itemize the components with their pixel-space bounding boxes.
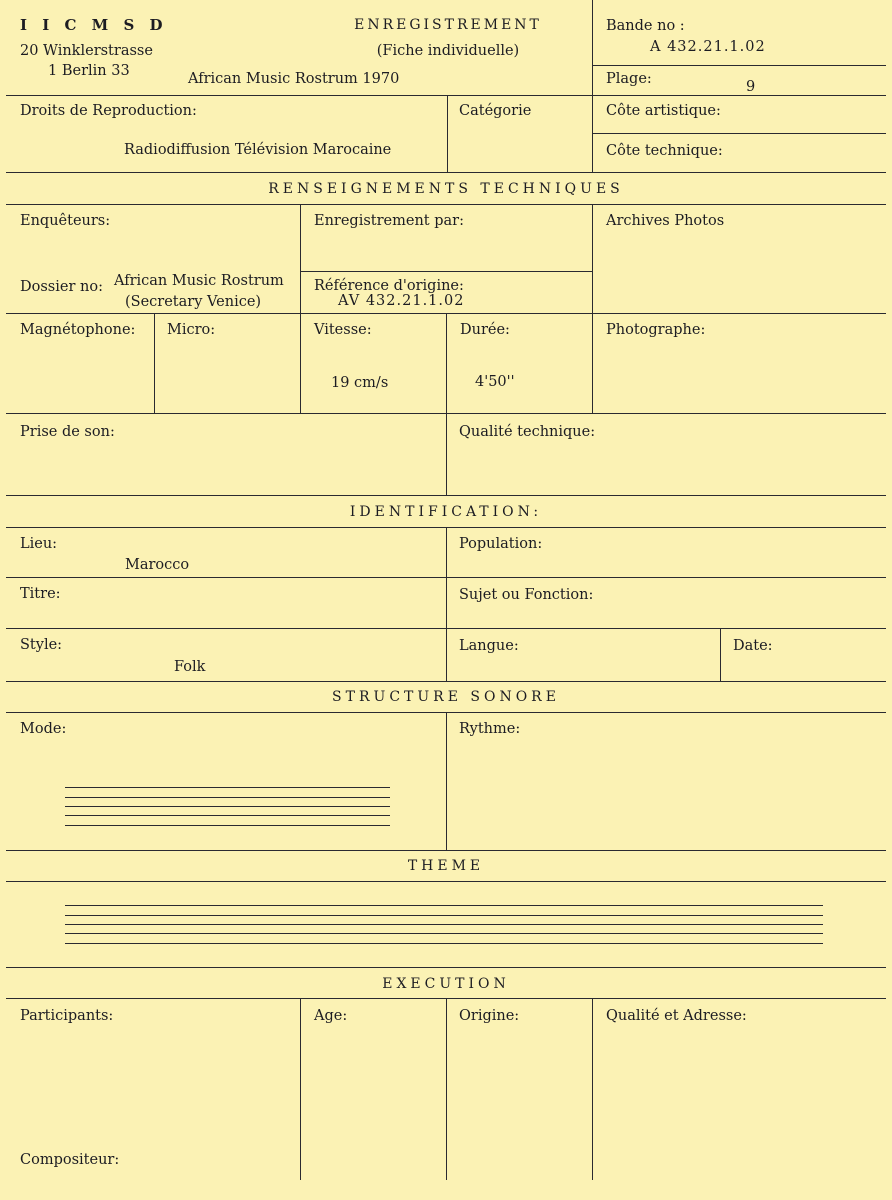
vitesse-label: Vitesse: bbox=[314, 322, 372, 338]
bande-label: Bande no : bbox=[606, 18, 685, 34]
rule bbox=[592, 998, 593, 1180]
plage-value: 9 bbox=[746, 79, 756, 95]
rule bbox=[6, 495, 886, 496]
form-title: ENREGISTREMENT bbox=[354, 17, 542, 33]
rythme-label: Rythme: bbox=[459, 721, 521, 737]
population-label: Population: bbox=[459, 536, 543, 552]
cote-technique-label: Côte technique: bbox=[606, 143, 723, 159]
form-subtitle: (Fiche individuelle) bbox=[376, 43, 520, 59]
address-line-2: 1 Berlin 33 bbox=[48, 63, 130, 79]
mode-staff-line bbox=[65, 806, 390, 807]
section-heading-technique: RENSEIGNEMENTS TECHNIQUES bbox=[268, 181, 624, 197]
rule bbox=[446, 712, 447, 850]
rule bbox=[6, 967, 886, 968]
mode-staff-line bbox=[65, 815, 390, 816]
reference-value: AV 432.21.1.02 bbox=[338, 293, 465, 309]
categorie-label: Catégorie bbox=[459, 103, 532, 119]
rule bbox=[447, 95, 448, 172]
organization-logo: I I C M S D bbox=[20, 16, 168, 34]
rule bbox=[6, 95, 886, 96]
rule bbox=[6, 172, 886, 173]
rule bbox=[446, 527, 447, 681]
droits-value: Radiodiffusion Télévision Marocaine bbox=[124, 142, 392, 158]
sujet-fonction-label: Sujet ou Fonction: bbox=[459, 587, 594, 603]
rule bbox=[300, 204, 301, 413]
mode-staff-line bbox=[65, 825, 390, 826]
mode-label: Mode: bbox=[20, 721, 67, 737]
style-value: Folk bbox=[174, 659, 206, 675]
compositeur-label: Compositeur: bbox=[20, 1152, 120, 1168]
rule bbox=[592, 133, 886, 134]
mode-staff-line bbox=[65, 787, 390, 788]
rule bbox=[300, 998, 301, 1180]
rule bbox=[446, 998, 447, 1180]
origine-label: Origine: bbox=[459, 1008, 520, 1024]
droits-label: Droits de Reproduction: bbox=[20, 103, 197, 119]
rule bbox=[6, 204, 886, 205]
rule bbox=[446, 313, 447, 413]
participants-label: Participants: bbox=[20, 1008, 114, 1024]
theme-staff-line bbox=[65, 943, 823, 944]
section-heading-identification: IDENTIFICATION: bbox=[349, 504, 543, 520]
duree-value: 4'50'' bbox=[475, 374, 515, 390]
age-label: Age: bbox=[314, 1008, 348, 1024]
rule bbox=[592, 65, 886, 66]
date-label: Date: bbox=[733, 638, 773, 654]
qualite-technique-label: Qualité technique: bbox=[459, 424, 596, 440]
reference-label: Référence d'origine: bbox=[314, 278, 464, 294]
magnetophone-label: Magnétophone: bbox=[20, 322, 136, 338]
rule bbox=[446, 413, 447, 495]
dossier-label: Dossier no: bbox=[20, 279, 103, 295]
theme-staff-line bbox=[65, 924, 823, 925]
event-name: African Music Rostrum 1970 bbox=[188, 71, 400, 87]
theme-staff-line bbox=[65, 915, 823, 916]
style-label: Style: bbox=[20, 637, 63, 653]
bande-value: A 432.21.1.02 bbox=[650, 39, 766, 55]
enregistrement-par-label: Enregistrement par: bbox=[314, 213, 464, 229]
theme-staff-line bbox=[65, 933, 823, 934]
rule bbox=[6, 681, 886, 682]
rule bbox=[300, 271, 592, 272]
micro-label: Micro: bbox=[167, 322, 216, 338]
section-heading-theme: THEME bbox=[407, 858, 485, 874]
rule bbox=[6, 850, 886, 851]
prise-de-son-label: Prise de son: bbox=[20, 424, 115, 440]
photographe-label: Photographe: bbox=[606, 322, 706, 338]
section-heading-structure: STRUCTURE SONORE bbox=[332, 689, 560, 705]
address-line-1: 20 Winklerstrasse bbox=[20, 43, 153, 59]
rule bbox=[592, 204, 593, 413]
rule bbox=[6, 881, 886, 882]
qualite-adresse-label: Qualité et Adresse: bbox=[606, 1008, 747, 1024]
lieu-label: Lieu: bbox=[20, 536, 58, 552]
plage-label: Plage: bbox=[606, 71, 652, 87]
cote-artistique-label: Côte artistique: bbox=[606, 103, 721, 119]
titre-label: Titre: bbox=[20, 586, 61, 602]
section-heading-execution: EXECUTION bbox=[382, 976, 510, 992]
duree-label: Durée: bbox=[460, 322, 510, 338]
lieu-value: Marocco bbox=[125, 557, 190, 573]
enqueteurs-label: Enquêteurs: bbox=[20, 213, 111, 229]
archives-photos-label: Archives Photos bbox=[606, 213, 725, 229]
langue-label: Langue: bbox=[459, 638, 519, 654]
vitesse-value: 19 cm/s bbox=[331, 375, 389, 391]
mode-staff-line bbox=[65, 797, 390, 798]
rule bbox=[154, 313, 155, 413]
dossier-value-1: African Music Rostrum bbox=[114, 273, 284, 289]
theme-staff-line bbox=[65, 905, 823, 906]
dossier-value-2: (Secretary Venice) bbox=[125, 294, 262, 310]
rule bbox=[720, 628, 721, 681]
